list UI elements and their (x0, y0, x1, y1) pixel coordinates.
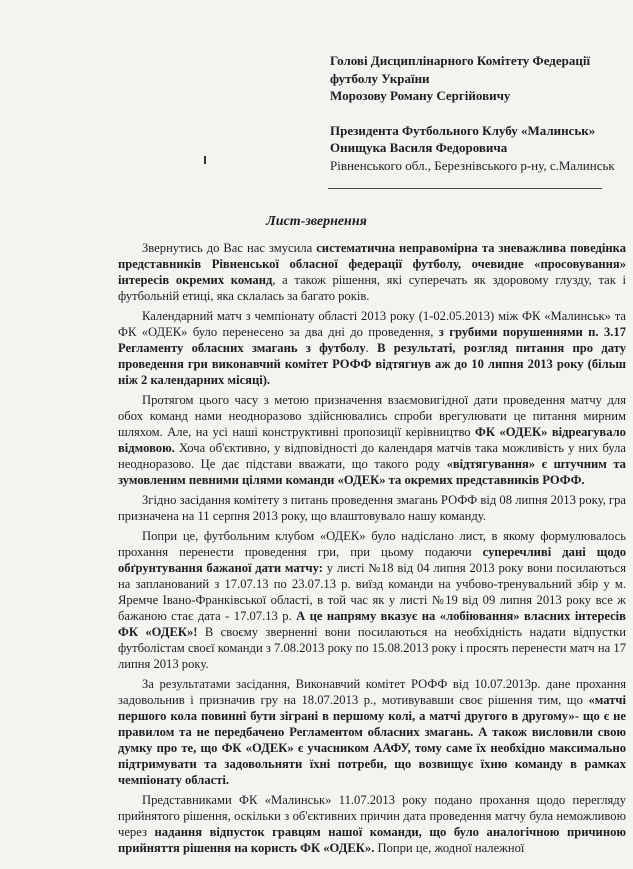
paragraph: Представниками ФК «Малинськ» 11.07.2013 року подано прохання щодо перегляду прийнятого рішення, оскільки з об'єктивних причин дата проведення матчу була неможливою через надання відпусток гравцям нашої команди, що було аналогічною причиною прийняття рішення на користь ФК «ОДЕК». Попри це, жодної належної (118, 793, 626, 855)
letter-body (118, 240, 626, 860)
sender-address: Рівненського обл., Березнівського р-ну, с.Малинськ (330, 157, 615, 173)
paragraph: Згідно засідання комітету з питань проведення змагань РОФФ від 08 липня 2013 року, гра призначена на 11 серпня 2013 року, що влаштовувало нашу команду. (118, 493, 626, 523)
sender-line: Президента Футбольного Клубу «Малинськ» (330, 122, 596, 138)
addressee-line: Голові Дисциплінарного Комітету Федерації (330, 53, 591, 68)
paragraph: За результатами засідання, Виконавчий комітет РОФФ від 10.07.2013р. дане прохання задовольнив і призначив гру на 18.07.2013 р., мотивувавши своє рішення тим, що «матчі першого кола повинні бути зіграні в першому колі, а матчі другого в другому»- що є не правилом та не передбачено Регламентом обласних змагань. А також висловили свою думку про те, що ФК «ОДЕК» є учасником ААФУ, тому саме їх необхідно максимально підтримувати та задовольняти їхні потреби, що возвищує їхню команду в рамках чемпіонату області. (118, 677, 626, 787)
paragraph: Календарний матч з чемпіонату області 2013 року (1-02.05.2013) між ФК «Малинськ» та ФК «ОДЕК» було перенесено за два дні до проведення, з грубими порушеннями п. 3.17 Регламенту обласних змагань з футболу. В результаті, розгляд питання про дату проведення гри виконавчий комітет РОФФ відтягнув аж до 10 липня 2013 року (більш ніж 2 календарних місяці). (118, 309, 626, 387)
divider-line (328, 188, 602, 189)
addressee-block (330, 52, 625, 174)
letter-title: Лист-звернення (266, 214, 367, 229)
paragraph: Попри це, футбольним клубом «ОДЕК» було надіслано лист, в якому формулювалось прохання перенести проведення гри, при цьому подаючи суперечливі дані щодо обґрунтування бажаної дати матчу: у листі №18 від 04 липня 2013 року вони посилаються на запланований з 17.07.13 по 23.07.13 р. виїзд команди на учбово-тренувальний збір у м. Яремче Івано-Франківської області, в той час як у листі №19 від 09 липня 2013 року все ж бажаною стає дата - 17.07.13 р. А це напряму вказує на «лобіювання» власних інтересів ФК «ОДЕК»! В своєму зверненні вони посилаються на необхідність надати відпустки футболістам своєї команди з 7.08.2013 року по 15.08.2013 року і просять перенести матч на 17 липня 2013 року. (118, 529, 626, 671)
addressee-line: Морозову Роману Сергійовичу (330, 88, 511, 103)
pen-mark (204, 156, 206, 164)
addressee-line: футболу України (330, 70, 430, 86)
sender-line: Онищука Василя Федоровича (330, 140, 508, 155)
paragraph: Звернутись до Вас нас змусила систематична неправомірна та зневажлива поведінка представників Рівненської обласної федерації футболу, очевидне «просовування» інтересів окремих команд, а також рішення, які суперечать як здоровому глузду, так і футбольній етиці, яка склалась за багато років. (118, 241, 626, 303)
paragraph: Протягом цього часу з метою призначення взаємовигідної дати проведення матчу для обох команд нами неодноразово здійснювались спроби врегулювати це питання мирним шляхом. Але, на усі наші конструктивні пропозиції керівництво ФК «ОДЕК» відреагувало відмовою. Хоча об'єктивно, у відповідності до календаря матчів така можливість у них була неодноразово. Це дає підстави вважати, що такого роду «відтягування» є штучним та зумовленим певними цілями команди «ОДЕК» та окремих представників РОФФ. (118, 393, 626, 487)
